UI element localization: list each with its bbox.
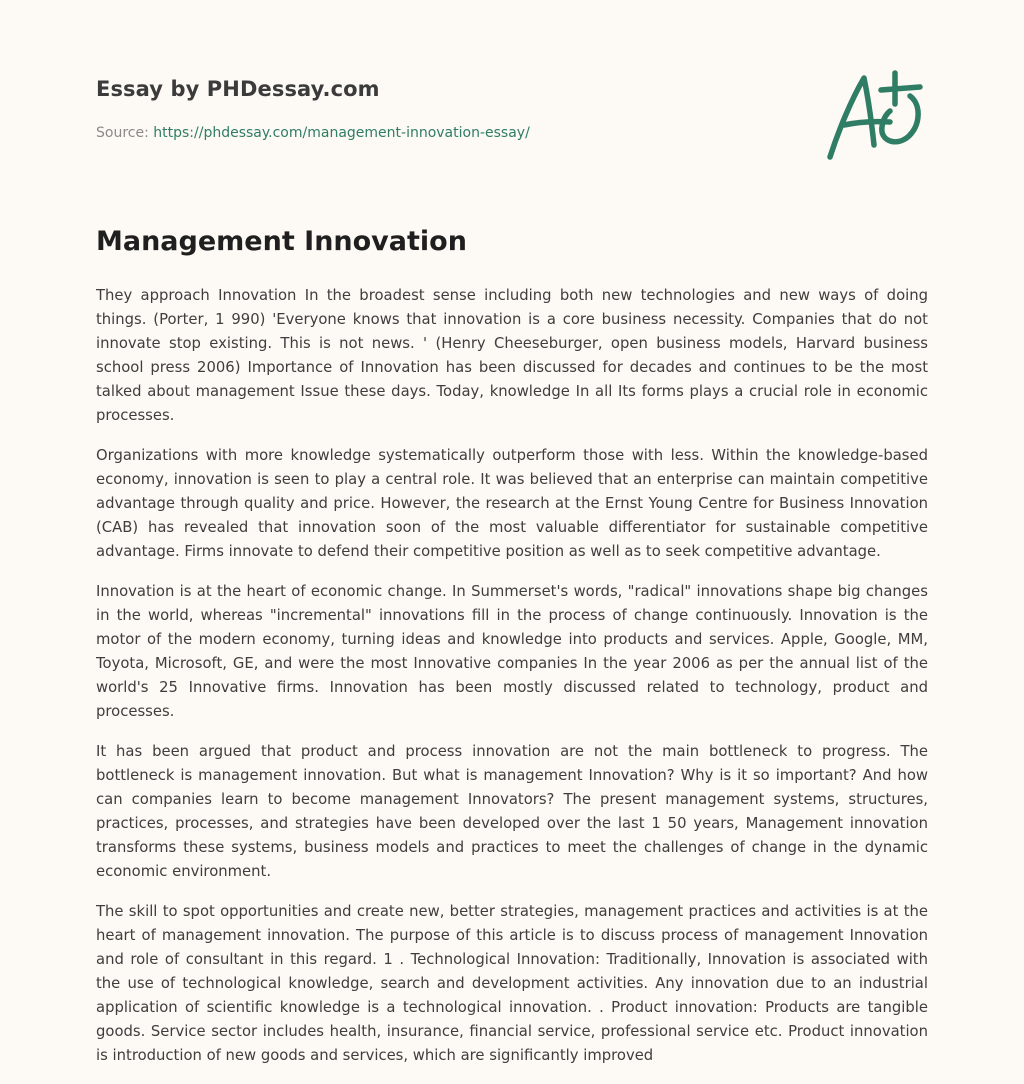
site-brand: Essay by PHDessay.com — [96, 77, 380, 101]
essay-paragraph: Innovation is at the heart of economic change. In Summerset's words, "radical" innovations shape big changes in the world, whereas "incremental" innovations fill in the process of change continuously. Innovation is the motor of the modern economy, turning ideas and knowledge into products and services. Apple, Google, MM, Toyota, Microsoft, GE, and were the most Innovative companies In the year 2006 as per the annual list of the world's 25 Innovative firms. Innovation has been mostly discussed related to technology, product and processes. — [96, 583, 928, 720]
source-label: Source: — [96, 125, 154, 141]
essay-body — [96, 284, 928, 1084]
page-title: Management Innovation — [96, 226, 467, 257]
essay-page — [96, 0, 928, 1064]
a-plus-logo-icon — [824, 66, 928, 164]
source-line — [96, 125, 530, 141]
source-link[interactable]: https://phdessay.com/management-innovation-essay/ — [153, 125, 530, 141]
essay-paragraph: Organizations with more knowledge systematically outperform those with less. Within the knowledge-based economy, innovation is seen to play a central role. It was believed that an enterprise can maintain competitive advantage through quality and price. However, the research at the Ernst Young Centre for Business Innovation (CAB) has revealed that innovation soon of the most valuable differentiator for sustainable competitive advantage. Firms innovate to defend their competitive position as well as to seek competitive advantage. — [96, 447, 928, 560]
essay-paragraph: The skill to spot opportunities and create new, better strategies, management practices and activities is at the heart of management innovation. The purpose of this article is to discuss process of management Innovation and role of consultant in this regard. 1 . Technological Innovation: Traditionally, Innovation is associated with the use of technological knowledge, search and development activities. Any innovation due to an industrial application of scientific knowledge is a technological innovation. . Product innovation: Products are tangible goods. Service sector includes health, insurance, financial service, professional service etc. Product innovation is introduction of new goods and services, which are significantly improved — [96, 903, 928, 1064]
page-header — [96, 0, 928, 170]
essay-paragraph: They approach Innovation In the broadest sense including both new technologies and new ways of doing things. (Porter, 1 990) 'Everyone knows that innovation is a core business necessity. Companies that do not innovate stop existing. This is not news. ' (Henry Cheeseburger, open business models, Harvard business school press 2006) Importance of Innovation has been discussed for decades and continues to be the most talked about management Issue these days. Today, knowledge In all Its forms plays a crucial role in economic processes. — [96, 287, 928, 424]
essay-paragraph: It has been argued that product and process innovation are not the main bottleneck to progress. The bottleneck is management innovation. But what is management Innovation? Why is it so important? And how can companies learn to become management Innovators? The present management systems, structures, practices, processes, and strategies have been developed over the last 1 50 years, Management innovation transforms these systems, business models and practices to meet the challenges of change in the dynamic economic environment. — [96, 743, 928, 880]
